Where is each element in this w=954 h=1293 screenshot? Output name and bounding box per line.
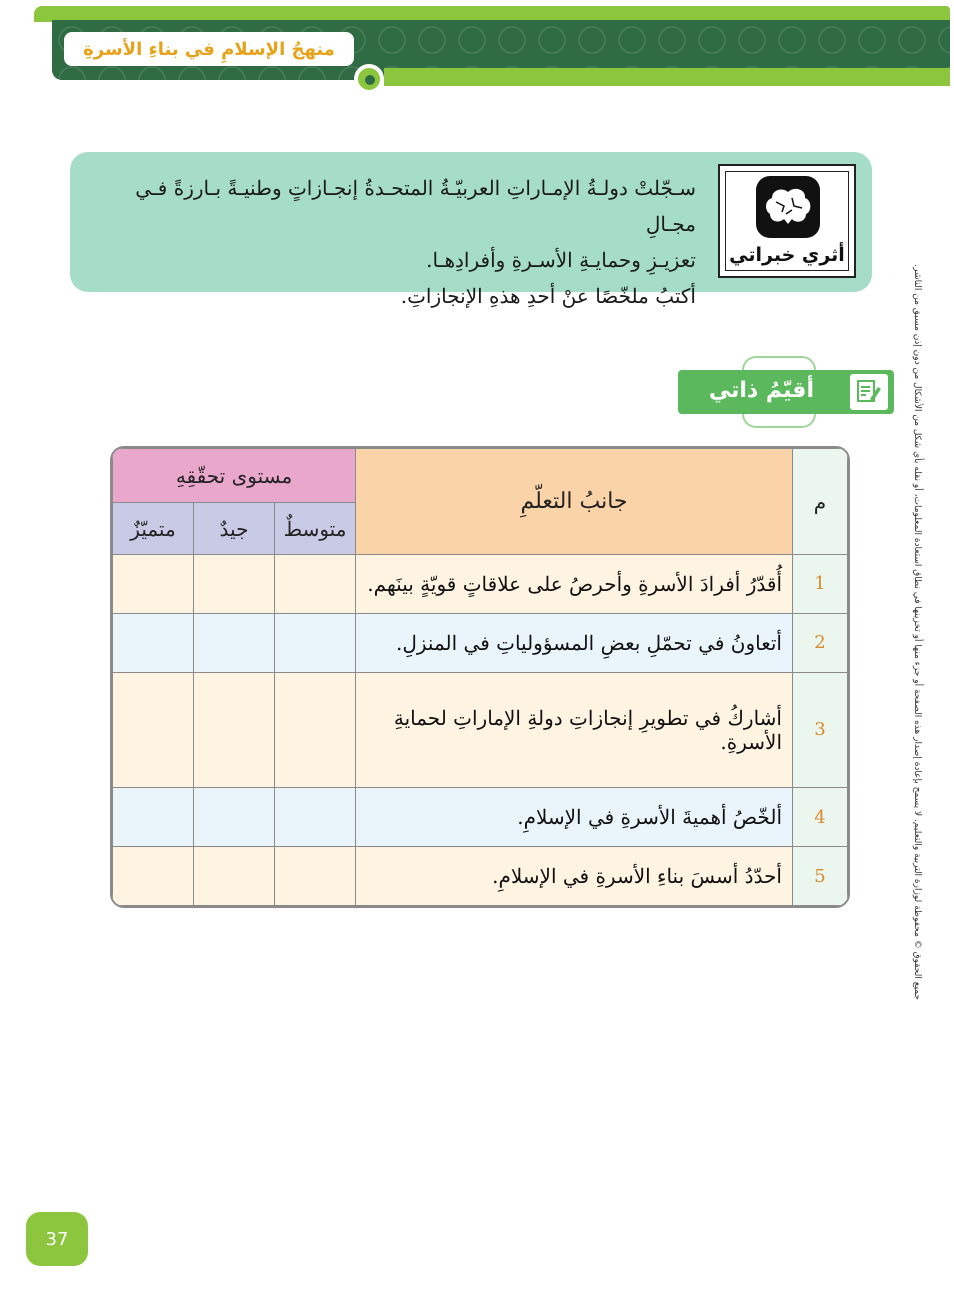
self-assess-tag <box>678 364 894 418</box>
self-assess-label: أقيّمُ ذاتي <box>708 378 814 403</box>
rating-cell-average[interactable] <box>275 613 356 672</box>
col-header-good: جيدٌ <box>194 503 275 555</box>
row-number: 2 <box>793 613 848 672</box>
rating-cell-average[interactable] <box>275 555 356 614</box>
row-number: 5 <box>793 847 848 906</box>
table-row <box>113 847 848 906</box>
row-number: 3 <box>793 672 848 787</box>
self-assess-body <box>678 370 894 414</box>
rating-cell-good[interactable] <box>194 847 275 906</box>
row-number: 1 <box>793 555 848 614</box>
self-assessment-table <box>110 446 850 908</box>
rating-cell-excellent[interactable] <box>113 613 194 672</box>
row-aspect: أحدّدُ أسسَ بناءِ الأسرةِ في الإسلامِ. <box>356 847 793 906</box>
table-row <box>113 613 848 672</box>
row-aspect: أُقدّرُ أفرادَ الأسرةِ وأحرصُ على علاقاتٍ قويّةٍ بينَهم. <box>356 555 793 614</box>
row-aspect: أتعاونُ في تحمّلِ بعضِ المسؤولياتِ في المنزلِ. <box>356 613 793 672</box>
col-header-excellent: متميّزٌ <box>113 503 194 555</box>
brain-icon <box>756 176 820 238</box>
rating-cell-average[interactable] <box>275 788 356 847</box>
enrich-badge <box>718 164 856 278</box>
table-row <box>113 672 848 787</box>
table-row <box>113 555 848 614</box>
col-header-aspect: جانبُ التعلّمِ <box>356 449 793 555</box>
banner-bottom-stripe <box>384 68 950 86</box>
checklist-pencil-icon <box>850 374 888 410</box>
col-header-average: متوسطٌ <box>275 503 356 555</box>
rating-cell-excellent[interactable] <box>113 672 194 787</box>
copyright-note <box>908 264 922 1000</box>
rating-cell-good[interactable] <box>194 613 275 672</box>
rating-cell-excellent[interactable] <box>113 555 194 614</box>
enrich-badge-label: أثري خبراتي <box>729 244 845 266</box>
row-aspect: أشاركُ في تطويرِ إنجازاتِ دولةِ الإماراتِ لحمايةِ الأسرةِ. <box>356 672 793 787</box>
col-header-number: م <box>793 449 848 555</box>
copyright-text: جميع الحقوق © محفوظة لوزارة التربية والتعليم. لا يسمح بإعادة إصدار هذه الصفحة أو جزء منها أو تخزينها في نطاق استعادة المعلومات، أو نقله بأي شكل من الأشكال من دون إذن مسبق من الناشر. <box>912 264 922 1000</box>
ornament-top <box>742 356 816 370</box>
rating-cell-average[interactable] <box>275 847 356 906</box>
enrich-experiences-box <box>70 152 872 308</box>
enrich-text <box>96 170 696 314</box>
banner-ring-icon <box>354 64 384 94</box>
rating-cell-average[interactable] <box>275 672 356 787</box>
header-banner <box>34 6 950 92</box>
rating-cell-good[interactable] <box>194 788 275 847</box>
row-number: 4 <box>793 788 848 847</box>
ornament-bottom <box>742 414 816 428</box>
chapter-title-pill <box>64 32 354 66</box>
rating-cell-excellent[interactable] <box>113 847 194 906</box>
rating-cell-good[interactable] <box>194 555 275 614</box>
rating-cell-good[interactable] <box>194 672 275 787</box>
table-row <box>113 788 848 847</box>
enrich-line: أكتبُ ملخّصًا عنْ أحدِ هذهِ الإنجازاتِ. <box>400 284 696 308</box>
enrich-line: سـجّلتْ دولـةُ الإمـاراتِ العربيّـةُ المتحـدةُ إنجـازاتٍ وطنيـةً بـارزةً فـي مجـالِ <box>135 176 696 236</box>
chapter-title: منهجُ الإسلامِ في بناءِ الأسرةِ <box>83 38 335 60</box>
row-aspect: ألخّصُ أهميةَ الأسرةِ في الإسلامِ. <box>356 788 793 847</box>
rating-cell-excellent[interactable] <box>113 788 194 847</box>
enrich-line: تعزيـزِ وحمايـةِ الأسـرةِ وأفرادِهـا. <box>426 248 696 272</box>
col-header-level: مستوى تحقّقِهِ <box>113 449 356 503</box>
page-number: 37 <box>26 1212 88 1266</box>
